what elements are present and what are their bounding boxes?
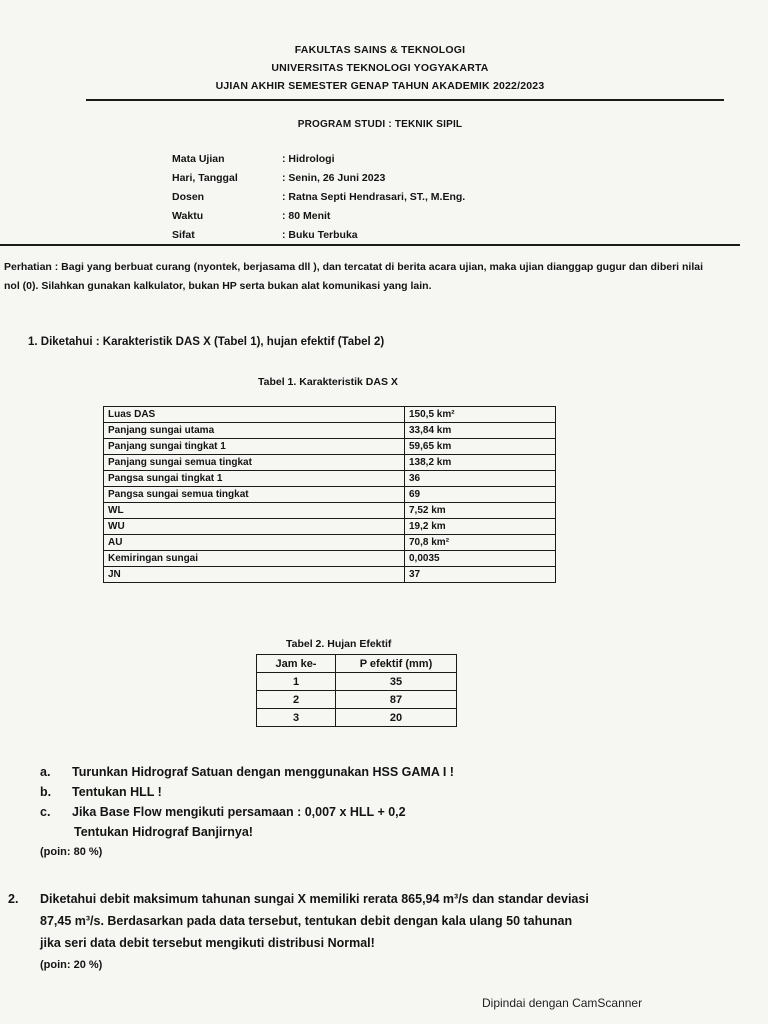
table-row	[104, 487, 556, 503]
table-row	[104, 535, 556, 551]
meta-row	[172, 226, 465, 245]
question-2-points: (poin: 20 %)	[40, 959, 103, 971]
table-row	[104, 423, 556, 439]
table-cell: Panjang sungai tingkat 1	[104, 439, 405, 455]
question-1-intro: 1. Diketahui : Karakteristik DAS X (Tabel 1), hujan efektif (Tabel 2)	[28, 336, 385, 348]
table-cell: 150,5 km²	[405, 407, 556, 423]
table-cell: JN	[104, 567, 405, 583]
table-header-row	[257, 655, 457, 673]
table-row	[104, 439, 556, 455]
sub-question-letter: c.	[40, 805, 51, 819]
question-2-row	[8, 910, 756, 932]
table-row	[257, 673, 457, 691]
question-2-spacer	[8, 910, 40, 932]
table-cell: AU	[104, 535, 405, 551]
table-cell: 37	[405, 567, 556, 583]
table-row	[104, 567, 556, 583]
exam-title: UJIAN AKHIR SEMESTER GENAP TAHUN AKADEMIK 2022/2023	[215, 80, 545, 92]
table-cell: Kemiringan sungai	[104, 551, 405, 567]
table-header: Jam ke-	[257, 655, 336, 673]
sub-question-continuation: Tentukan Hidrograf Banjirnya!	[74, 825, 253, 839]
table-row	[257, 691, 457, 709]
scanner-watermark: Dipindai dengan CamScanner	[482, 996, 643, 1010]
table-cell: 3	[257, 709, 336, 727]
meta-label: Waktu	[172, 210, 204, 222]
question-2	[8, 888, 756, 976]
meta-label: Hari, Tanggal	[172, 172, 238, 184]
table-cell: Luas DAS	[104, 407, 405, 423]
table-cell: 1	[257, 673, 336, 691]
question-1-parts	[40, 762, 454, 862]
sub-question	[40, 762, 454, 782]
table-cell: 138,2 km	[405, 455, 556, 471]
question-2-row	[8, 888, 756, 910]
meta-divider	[0, 244, 740, 246]
table-cell: Pangsa sungai semua tingkat	[104, 487, 405, 503]
meta-value: : Buku Terbuka	[282, 229, 358, 241]
sub-question-text: Tentukan HLL !	[72, 785, 162, 799]
table-row	[257, 709, 457, 727]
table-row	[104, 407, 556, 423]
table-row	[104, 519, 556, 535]
table-row	[104, 455, 556, 471]
meta-row	[172, 150, 465, 169]
meta-row	[172, 207, 465, 226]
table-cell: 36	[405, 471, 556, 487]
table-row	[104, 503, 556, 519]
table-cell: WL	[104, 503, 405, 519]
table-cell: 19,2 km	[405, 519, 556, 535]
table-cell: WU	[104, 519, 405, 535]
table-cell: 70,8 km²	[405, 535, 556, 551]
question-2-line: jika seri data debit tersebut mengikuti distribusi Normal!	[40, 936, 375, 950]
sub-question-letter: b.	[40, 785, 52, 799]
meta-value: : Hidrologi	[282, 153, 335, 165]
question-2-number: 2.	[8, 892, 19, 906]
meta-row	[172, 169, 465, 188]
table-row	[104, 551, 556, 567]
table-cell: 59,65 km	[405, 439, 556, 455]
table-cell: 7,52 km	[405, 503, 556, 519]
table-cell: 69	[405, 487, 556, 503]
exam-notice: Perhatian : Bagi yang berbuat curang (nyontek, berjasama dll ), dan tercatat di berita acara ujian, maka ujian dianggap gugur dan diberi nilai nol (0). Silahkan gunakan kalkulator, bukan HP serta bukan alat komunikasi yang lain.	[4, 261, 703, 292]
table-2-caption: Tabel 2. Hujan Efektif	[286, 638, 392, 650]
table-cell: 0,0035	[405, 551, 556, 567]
sub-question-text: Turunkan Hidrograf Satuan dengan menggunakan HSS GAMA I !	[72, 765, 454, 779]
meta-value: : Ratna Septi Hendrasari, ST., M.Eng.	[282, 191, 466, 203]
table-cell: Pangsa sungai tingkat 1	[104, 471, 405, 487]
table-cell: Panjang sungai semua tingkat	[104, 455, 405, 471]
program-title: PROGRAM STUDI : TEKNIK SIPIL	[297, 119, 463, 130]
header-divider	[86, 99, 724, 101]
question-2-spacer	[8, 954, 40, 976]
meta-value: : Senin, 26 Juni 2023	[282, 172, 386, 184]
table-1	[103, 406, 556, 583]
faculty-title: FAKULTAS SAINS & TEKNOLOGI	[294, 44, 466, 56]
meta-label: Mata Ujian	[172, 153, 225, 165]
table-cell: 20	[336, 709, 457, 727]
table-cell: 33,84 km	[405, 423, 556, 439]
table-2	[256, 654, 457, 727]
question-1-points: (poin: 80 %)	[40, 846, 103, 858]
sub-question-letter: a.	[40, 765, 51, 779]
university-title: UNIVERSITAS TEKNOLOGI YOGYAKARTA	[271, 62, 489, 74]
question-2-row	[8, 932, 756, 954]
question-2-spacer	[8, 932, 40, 954]
table-cell: 35	[336, 673, 457, 691]
question-2-line: Diketahui debit maksimum tahunan sungai X memiliki rerata 865,94 m³/s dan standar deviasi	[40, 892, 589, 906]
table-cell: 87	[336, 691, 457, 709]
table-1-caption: Tabel 1. Karakteristik DAS X	[258, 376, 398, 388]
question-2-row	[8, 954, 756, 976]
meta-value: : 80 Menit	[282, 210, 331, 222]
exam-meta	[172, 150, 465, 245]
meta-row	[172, 188, 465, 207]
sub-question	[40, 802, 454, 822]
question-2-line: 87,45 m³/s. Berdasarkan pada data tersebut, tentukan debit dengan kala ulang 50 tahunan	[40, 914, 573, 928]
meta-label: Sifat	[172, 229, 195, 241]
table-row	[104, 471, 556, 487]
sub-question	[40, 782, 454, 802]
table-cell: Panjang sungai utama	[104, 423, 405, 439]
sub-question-text: Jika Base Flow mengikuti persamaan : 0,007 x HLL + 0,2	[72, 805, 406, 819]
meta-label: Dosen	[172, 191, 205, 203]
table-header: P efektif (mm)	[336, 655, 457, 673]
table-cell: 2	[257, 691, 336, 709]
